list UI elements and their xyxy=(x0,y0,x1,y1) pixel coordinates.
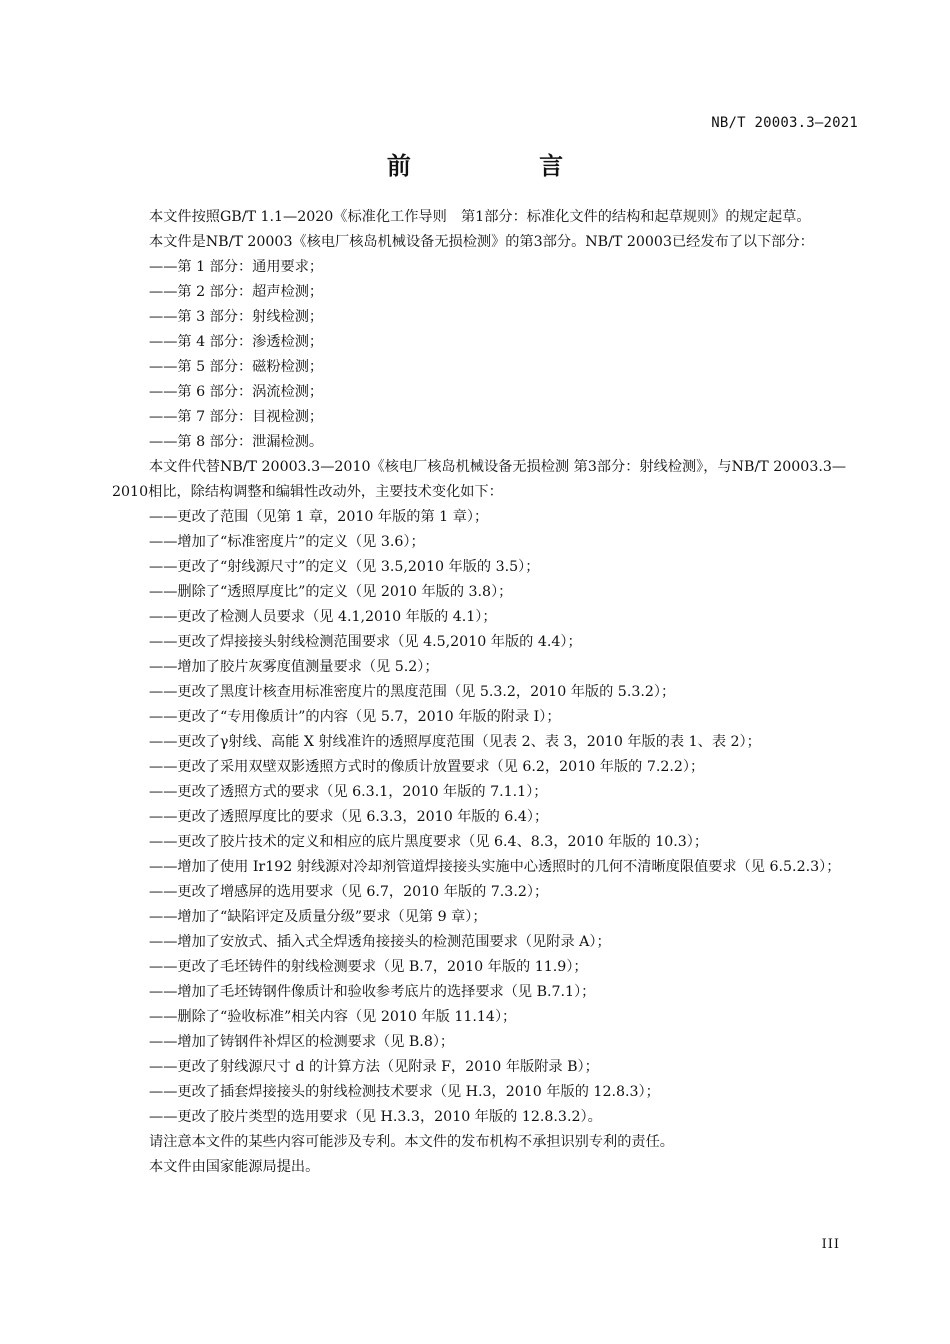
list-item: ——第 3 部分：射线检测； xyxy=(149,309,324,325)
list-item: ——增加了胶片灰雾度值测量要求（见 5.2）； xyxy=(149,659,439,675)
changes-list xyxy=(112,505,862,1130)
list-item: ——更改了透照厚度比的要求（见 6.3.3，2010 年版的 6.4）； xyxy=(149,809,549,825)
parts-list xyxy=(112,255,862,455)
list-item: ——更改了检测人员要求（见 4.1,2010 年版的 4.1）； xyxy=(149,609,497,625)
list-item: ——增加了毛坯铸钢件像质计和验收参考底片的选择要求（见 B.7.1）； xyxy=(149,984,596,1000)
list-item: ——第 1 部分：通用要求； xyxy=(149,259,324,275)
list-item: ——增加了铸钢件补焊区的检测要求（见 B.8）； xyxy=(149,1034,455,1050)
series-paragraph: 本文件是NB/T 20003《核电厂核岛机械设备无损检测》的第3部分。NB/T 20003已经发布了以下部分： xyxy=(149,234,814,250)
list-item: ——更改了采用双壁双影透照方式时的像质计放置要求（见 6.2，2010 年版的 7.2.2）； xyxy=(149,759,705,775)
list-item: ——增加了“缺陷评定及质量分级”要求（见第 9 章）； xyxy=(149,909,487,925)
list-item: ——更改了“专用像质计”的内容（见 5.7，2010 年版的附录 I）； xyxy=(149,709,561,725)
list-item: ——第 5 部分：磁粉检测； xyxy=(149,359,324,375)
foreword-body xyxy=(112,205,862,1180)
list-item: ——增加了使用 Ir192 射线源对冷却剂管道焊接接头实施中心透照时的几何不清晰度限值要求（见 6.5.2.3）； xyxy=(149,859,841,875)
list-item: ——第 7 部分：目视检测； xyxy=(149,409,324,425)
list-item: ——删除了“验收标准”相关内容（见 2010 年版 11.14）； xyxy=(149,1009,517,1025)
list-item: ——更改了范围（见第 1 章，2010 年版的第 1 章）； xyxy=(149,509,489,525)
list-item: ——第 6 部分：涡流检测； xyxy=(149,384,324,400)
page-number: III xyxy=(821,1237,840,1252)
list-item: ——更改了胶片类型的选用要求（见 H.3.3，2010 年版的 12.8.3.2）。 xyxy=(149,1109,602,1125)
list-item: ——更改了透照方式的要求（见 6.3.1，2010 年版的 7.1.1）； xyxy=(149,784,548,800)
list-item: ——第 8 部分：泄漏检测。 xyxy=(149,434,324,450)
list-item: ——更改了插套焊接接头的射线检测技术要求（见 H.3，2010 年版的 12.8.3）； xyxy=(149,1084,660,1100)
list-item: ——更改了增感屏的选用要求（见 6.7，2010 年版的 7.3.2）； xyxy=(149,884,549,900)
list-item: ——更改了γ射线、高能 X 射线准许的透照厚度范围（见表 2、表 3，2010 年版的表 1、表 2）； xyxy=(149,734,761,750)
list-item: ——更改了毛坯铸件的射线检测要求（见 B.7，2010 年版的 11.9）； xyxy=(149,959,588,975)
replacement-paragraph: 本文件代替NB/T 20003.3—2010《核电厂核岛机械设备无损检测 第3部分：射线检测》，与NB/T 20003.3—2010相比，除结构调整和编辑性改动外，主要技术变化如下： xyxy=(112,459,847,500)
intro-paragraph: 本文件按照GB/T 1.1—2020《标准化工作导则 第1部分：标准化文件的结构和起草规则》的规定起草。 xyxy=(149,209,811,225)
proposer-statement: 本文件由国家能源局提出。 xyxy=(149,1159,320,1175)
list-item: ——更改了焊接接头射线检测范围要求（见 4.5,2010 年版的 4.4）； xyxy=(149,634,582,650)
patent-notice: 请注意本文件的某些内容可能涉及专利。本文件的发布机构不承担识别专利的责任。 xyxy=(149,1134,674,1150)
list-item: ——增加了安放式、插入式全焊透角接接头的检测范围要求（见附录 A）； xyxy=(149,934,611,950)
list-item: ——更改了“射线源尺寸”的定义（见 3.5,2010 年版的 3.5）； xyxy=(149,559,540,575)
list-item: ——增加了“标准密度片”的定义（见 3.6）； xyxy=(149,534,425,550)
list-item: ——删除了“透照厚度比”的定义（见 2010 年版的 3.8）； xyxy=(149,584,513,600)
list-item: ——第 2 部分：超声检测； xyxy=(149,284,324,300)
list-item: ——第 4 部分：渗透检测； xyxy=(149,334,324,350)
page-title: 前 言 xyxy=(386,152,624,180)
list-item: ——更改了胶片技术的定义和相应的底片黑度要求（见 6.4、8.3，2010 年版的 10.3）； xyxy=(149,834,709,850)
document-code: NB/T 20003.3—2021 xyxy=(711,115,858,131)
list-item: ——更改了黑度计核查用标准密度片的黑度范围（见 5.3.2，2010 年版的 5.3.2）； xyxy=(149,684,676,700)
list-item: ——更改了射线源尺寸 d 的计算方法（见附录 F，2010 年版附录 B）； xyxy=(149,1059,599,1075)
